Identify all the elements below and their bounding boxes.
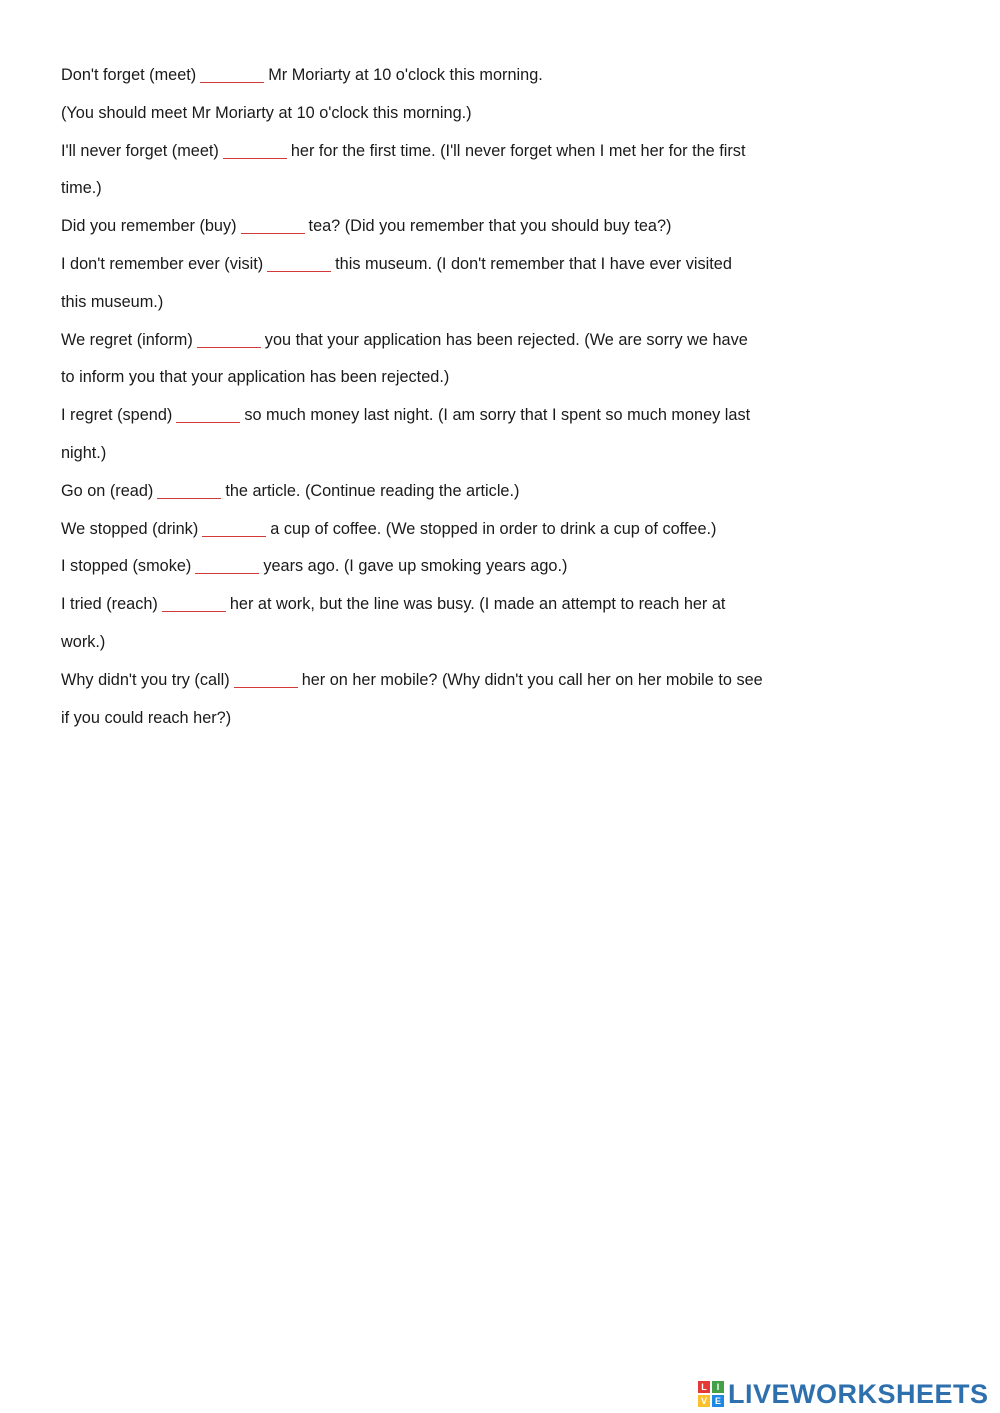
worksheet-body — [61, 57, 821, 737]
answer-blank[interactable] — [162, 586, 226, 624]
prompt-text: I don't remember ever (visit) — [61, 254, 264, 273]
logo-letter-tile: E — [712, 1395, 724, 1407]
prompt-text: Why didn't you try (call) — [61, 670, 230, 689]
answer-blank[interactable] — [234, 662, 298, 700]
line-text: this museum.) — [61, 292, 164, 311]
worksheet-line — [61, 624, 821, 662]
worksheet-line — [61, 322, 821, 360]
answer-blank[interactable] — [223, 133, 287, 171]
answer-blank[interactable] — [200, 57, 264, 95]
worksheet-line — [61, 284, 821, 322]
worksheet-line — [61, 397, 821, 435]
continuation-text: the article. (Continue reading the article.) — [225, 481, 520, 500]
prompt-text: I'll never forget (meet) — [61, 141, 219, 160]
continuation-text: her at work, but the line was busy. (I made an attempt to reach her at — [229, 595, 726, 614]
answer-blank[interactable] — [267, 246, 331, 284]
worksheet-line — [61, 548, 821, 586]
liveworksheets-brand — [698, 1379, 989, 1409]
worksheet-line — [61, 662, 821, 700]
logo-letter-tile: L — [698, 1381, 710, 1393]
brand-name: LIVEWORKSHEETS — [728, 1378, 989, 1409]
line-text: if you could reach her?) — [61, 708, 232, 727]
line-text: night.) — [61, 443, 107, 462]
answer-blank[interactable] — [176, 397, 240, 435]
line-text: (You should meet Mr Moriarty at 10 o'clock this morning.) — [61, 103, 472, 122]
worksheet-line — [61, 473, 821, 511]
answer-blank[interactable] — [197, 322, 261, 360]
worksheet-line — [61, 586, 821, 624]
worksheet-line — [61, 511, 821, 549]
prompt-text: I tried (reach) — [61, 595, 158, 614]
worksheet-line — [61, 359, 821, 397]
line-text: to inform you that your application has been rejected.) — [61, 368, 450, 387]
prompt-text: Go on (read) — [61, 481, 154, 500]
line-text: time.) — [61, 179, 102, 198]
worksheet-line — [61, 133, 821, 171]
continuation-text: this museum. (I don't remember that I have ever visited — [335, 254, 732, 273]
prompt-text: We stopped (drink) — [61, 519, 199, 538]
continuation-text: years ago. (I gave up smoking years ago.) — [263, 557, 568, 576]
continuation-text: a cup of coffee. (We stopped in order to drink a cup of coffee.) — [270, 519, 717, 538]
worksheet-line — [61, 208, 821, 246]
continuation-text: tea? (Did you remember that you should buy tea?) — [308, 217, 672, 236]
prompt-text: Don't forget (meet) — [61, 66, 197, 84]
prompt-text: I regret (spend) — [61, 406, 173, 425]
liveworksheets-logo-icon — [698, 1381, 724, 1407]
worksheet-line — [61, 95, 821, 133]
continuation-text: her for the first time. (I'll never forget when I met her for the first — [290, 141, 746, 160]
line-text: work.) — [61, 632, 106, 651]
continuation-text: you that your application has been rejected. (We are sorry we have — [264, 330, 748, 349]
worksheet-line — [61, 170, 821, 208]
worksheet-line — [61, 435, 821, 473]
answer-blank[interactable] — [195, 548, 259, 586]
prompt-text: Did you remember (buy) — [61, 217, 237, 236]
worksheet-line — [61, 700, 821, 738]
continuation-text: Mr Moriarty at 10 o'clock this morning. — [268, 66, 543, 84]
continuation-text: so much money last night. (I am sorry that I spent so much money last — [244, 406, 751, 425]
answer-blank[interactable] — [241, 208, 305, 246]
worksheet-line — [61, 57, 821, 95]
answer-blank[interactable] — [202, 511, 266, 549]
answer-blank[interactable] — [157, 473, 221, 511]
worksheet-line — [61, 246, 821, 284]
logo-letter-tile: I — [712, 1381, 724, 1393]
prompt-text: I stopped (smoke) — [61, 557, 192, 576]
prompt-text: We regret (inform) — [61, 330, 193, 349]
continuation-text: her on her mobile? (Why didn't you call her on her mobile to see — [301, 670, 763, 689]
logo-letter-tile: V — [698, 1395, 710, 1407]
